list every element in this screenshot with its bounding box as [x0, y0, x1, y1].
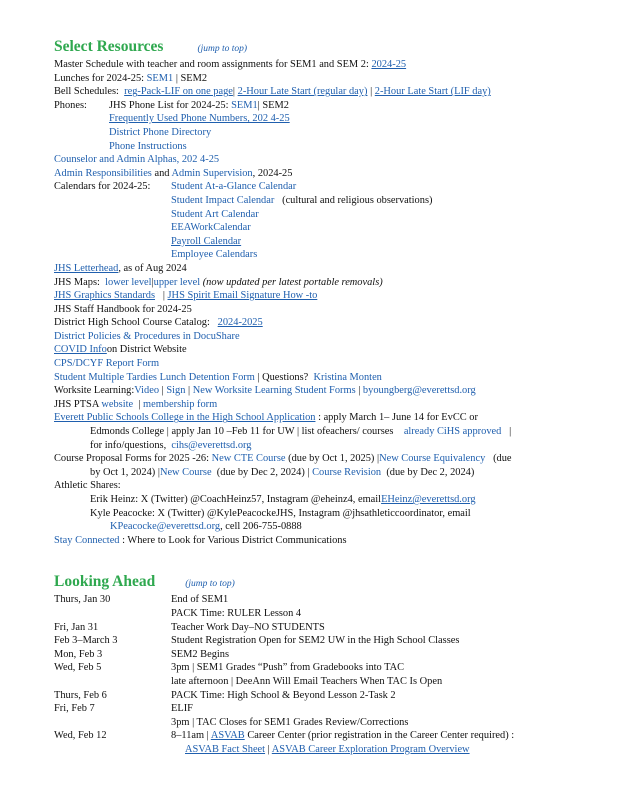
list-item — [54, 621, 594, 635]
edmonds-line — [54, 425, 594, 439]
district-policies-link[interactable]: District Policies & Procedures in DocuShare — [54, 330, 240, 342]
phones-jhs-text: JHS Phone List for 2024-25: — [109, 99, 229, 111]
list-item — [54, 729, 594, 743]
separator: | — [257, 99, 260, 111]
student-art-calendar-link[interactable]: Student Art Calendar — [171, 208, 259, 220]
event-date: Thurs, Jan 30 — [54, 594, 111, 606]
section-gap — [54, 547, 594, 573]
graphics-standards-link[interactable]: JHS Graphics Standards — [54, 290, 156, 302]
eea-work-calendar-link[interactable]: EEAWorkCalendar — [171, 222, 251, 234]
lunches-line — [54, 72, 594, 86]
separator: | — [267, 743, 270, 755]
counselor-line — [54, 153, 594, 167]
master-schedule-link[interactable]: 2024-25 — [371, 59, 407, 70]
event-date: Mon, Feb 3 — [54, 648, 103, 660]
event-text: PACK Time: High School & Beyond Lesson 2-Task 2 — [171, 689, 396, 701]
phones-frequent-line — [54, 112, 594, 126]
cihs-info-line — [54, 439, 594, 453]
eea-calendar-line — [54, 221, 594, 235]
everett-cihs-line — [54, 411, 594, 425]
payroll-calendar-line — [54, 235, 594, 249]
new-course-due-text: (due by Dec 2, 2024) — [216, 466, 305, 478]
separator: | — [509, 426, 512, 438]
event-text: Teacher Work Day–NO STUDENTS — [171, 621, 325, 633]
event-text: late afternoon | DeeAnn Will Email Teachers When TAC Is Open — [171, 675, 443, 687]
lunches-label: Lunches for 2024-25: — [54, 72, 145, 84]
event-date — [54, 716, 171, 730]
separator: | — [188, 385, 191, 397]
bell-link-late-start-regular[interactable]: 2-Hour Late Start (regular day) — [237, 86, 368, 98]
athletic-shares-line: Athletic Shares: — [54, 480, 121, 492]
kyle-peacocke-text: Kyle Peacocke: X (Twitter) @KylePeacockeJHS, Instagram @jhsathleticcoordinator, email — [90, 507, 471, 519]
separator: | — [358, 385, 361, 397]
new-course-link[interactable]: New Course — [159, 466, 212, 478]
cihs-email-link[interactable]: cihs@everettsd.org — [171, 439, 252, 451]
kyle-email-link[interactable]: KPeacocke@everettsd.org — [110, 521, 221, 533]
lunches-sem2-text: SEM2 — [180, 72, 208, 84]
ptsa-membership-link[interactable]: membership form — [143, 398, 218, 410]
calendars-line — [54, 180, 594, 194]
separator: | — [307, 466, 310, 478]
list-item — [54, 689, 594, 703]
new-course-equivalency-link[interactable]: New Course Equivalency — [379, 453, 486, 465]
ptsa-line — [54, 398, 594, 412]
employee-calendars-line — [54, 248, 594, 262]
bell-schedules-line — [54, 85, 594, 99]
jump-to-top-link[interactable]: (jump to top) — [197, 44, 248, 54]
worksite-line — [54, 384, 594, 398]
event-date-empty — [54, 743, 171, 757]
admin-line — [54, 167, 594, 181]
due-text: (due — [493, 453, 512, 465]
frequent-phone-numbers-link[interactable]: Frequently Used Phone Numbers, 202 4-25 — [109, 113, 290, 125]
new-cte-due-text: (due by Oct 1, 2025) — [288, 453, 375, 465]
course-proposal-line — [54, 452, 594, 466]
event-date: Feb 3–March 3 — [54, 635, 118, 647]
list-item — [54, 607, 594, 621]
proposal-label: Course Proposal Forms for 2025 -26: — [54, 453, 209, 465]
event-date: Wed, Feb 5 — [54, 662, 102, 674]
jump-to-top-link[interactable]: (jump to top) — [185, 579, 235, 590]
separator: | — [161, 385, 164, 397]
asvab-link[interactable]: ASVAB — [210, 730, 245, 742]
erik-email-link[interactable]: EHeinz@everettsd.org — [381, 494, 476, 505]
separator: | — [138, 398, 141, 410]
course-catalog-link[interactable]: 2024-2025 — [217, 317, 263, 329]
student-impact-calendar-link[interactable]: Student Impact Calendar — [171, 194, 275, 206]
separator: | — [370, 86, 373, 98]
phones-sem2-text: SEM2 — [262, 99, 289, 111]
letterhead-line — [54, 262, 594, 276]
kyle-contact-line — [54, 520, 594, 534]
erik-heinz-line — [54, 493, 594, 507]
maps-upper-level-link[interactable]: upper level — [153, 276, 201, 288]
stay-connected-line — [54, 534, 594, 548]
college-in-high-school-link[interactable]: Everett Public Schools College in the High School Application — [54, 412, 316, 424]
event-date: Wed, Feb 12 — [54, 730, 107, 742]
impact-calendar-line — [54, 194, 594, 208]
impact-calendar-note: (cultural and religious observations) — [282, 194, 433, 206]
course-revision-link[interactable]: Course Revision — [312, 466, 382, 478]
phones-directory-line — [54, 126, 594, 140]
worksite-video-link[interactable]: Video — [134, 385, 160, 397]
worksite-sign-link[interactable]: Sign — [166, 385, 186, 397]
kristina-monten-link[interactable]: Kristina Monten — [313, 371, 382, 383]
event-date: Thurs, Feb 6 — [54, 689, 107, 701]
edmonds-text: Edmonds College | apply Jan 10 –Feb 11 for UW | list ofeachers/ courses — [90, 426, 394, 438]
jhs-letterhead-link[interactable]: JHS Letterhead — [54, 262, 119, 274]
looking-ahead-header — [54, 573, 594, 591]
phones-instructions-line — [54, 140, 594, 154]
ptsa-website-link[interactable]: website — [101, 398, 134, 410]
list-item — [54, 716, 594, 730]
catalog-line — [54, 316, 594, 330]
section-title-looking-ahead: Looking Ahead — [54, 573, 156, 591]
equiv-due-text: by Oct 1, 2024) — [90, 466, 156, 478]
bell-link-late-start-lif[interactable]: 2-Hour Late Start (LIF day) — [374, 86, 491, 98]
event-text: ELIF — [171, 703, 193, 715]
course-revision-due-text: (due by Dec 2, 2024) — [386, 466, 475, 478]
event-text: End of SEM1 — [171, 594, 229, 606]
list-item — [54, 661, 594, 675]
asvab-career-center-text: Career Center (prior registration in the Career Center required) : — [247, 730, 515, 742]
erik-heinz-text: Erik Heinz: X (Twitter) @CoachHeinz57, Instagram @eheinz4, email — [90, 494, 382, 505]
stay-connected-text: : Where to Look for Various District Communications — [122, 534, 347, 546]
list-item — [54, 593, 594, 607]
student-at-a-glance-calendar-link[interactable]: Student At-a-Glance Calendar — [171, 181, 297, 193]
event-text — [171, 729, 594, 743]
event-text: 3pm | TAC Closes for SEM1 Grades Review/Corrections — [171, 716, 409, 728]
event-date: Fri, Feb 7 — [54, 703, 95, 715]
event-text: 3pm | SEM1 Grades “Push” from Gradebooks into TAC — [171, 662, 405, 674]
phones-label: Phones: — [54, 99, 87, 111]
phones-sem1-link[interactable]: SEM1 — [231, 99, 258, 111]
looking-ahead-list — [54, 593, 594, 756]
section-title-select-resources: Select Resources — [54, 38, 164, 55]
worksite-label: Worksite Learning: — [54, 385, 135, 397]
event-date — [54, 607, 171, 621]
phones-line — [54, 99, 594, 113]
separator: | — [377, 453, 380, 465]
policies-line — [54, 330, 594, 344]
separator: | — [175, 72, 178, 84]
event-text: SEM2 Begins — [171, 648, 230, 660]
separator: | — [151, 276, 154, 288]
district-phone-directory-link[interactable]: District Phone Directory — [109, 126, 212, 138]
worksite-email-link[interactable]: byoungberg@everettsd.org — [362, 385, 476, 397]
kyle-peacocke-line — [54, 507, 594, 521]
tardies-form-link[interactable]: Student Multiple Tardies Lunch Detention Form — [54, 371, 255, 383]
covid-rest-text: on District Website — [106, 344, 187, 356]
calendars-label: Calendars for 2024-25: — [54, 181, 151, 193]
graphics-line — [54, 289, 594, 303]
worksite-forms-link[interactable]: New Worksite Learning Student Forms — [192, 385, 356, 397]
asvab-time-text: 8–11am | — [171, 730, 209, 742]
counselor-admin-alphas-link[interactable]: Counselor and Admin Alphas, 202 4-25 — [54, 154, 220, 166]
questions-text: | Questions? — [257, 371, 309, 383]
asvab-overview-link[interactable]: ASVAB Career Exploration Program Overview — [271, 743, 470, 755]
event-date — [54, 675, 171, 689]
letterhead-note: , as of Aug 2024 — [118, 262, 187, 274]
maps-label: JHS Maps: — [54, 276, 100, 288]
list-item — [54, 743, 594, 757]
list-item — [54, 648, 594, 662]
employee-calendars-link[interactable]: Employee Calendars — [171, 249, 258, 261]
select-resources-header — [54, 38, 594, 56]
course-proposal-line-2 — [54, 466, 594, 480]
event-date: Fri, Jan 31 — [54, 621, 99, 633]
admin-responsibilities-link[interactable]: Admin Responsibilities — [54, 167, 152, 179]
spirit-email-signature-link[interactable]: JHS Spirit Email Signature How -to — [167, 290, 318, 302]
maps-note: (now updated per latest portable removals) — [202, 276, 383, 288]
covid-info-link[interactable]: COVID Info — [54, 344, 107, 356]
bell-link-reg-pack-lif[interactable]: reg-Pack-LIF on one page — [124, 86, 233, 98]
for-info-text: for info/questions, — [90, 439, 167, 451]
cps-line — [54, 357, 594, 371]
cps-dcyf-report-form-link[interactable]: CPS/DCYF Report Form — [54, 358, 160, 370]
list-item — [54, 702, 594, 716]
and-text: and — [154, 167, 170, 179]
event-text: Student Registration Open for SEM2 UW in the High School Classes — [171, 635, 460, 647]
admin-year-text: , 2024-25 — [252, 167, 293, 179]
stay-connected-link[interactable]: Stay Connected — [54, 534, 120, 546]
handbook-line: JHS Staff Handbook for 2024-25 — [54, 303, 192, 315]
covid-line — [54, 343, 594, 357]
kyle-cell-text: , cell 206-755-0888 — [220, 521, 302, 533]
maps-line — [54, 276, 594, 290]
master-schedule-line — [54, 58, 594, 72]
lunches-sem1-link[interactable]: SEM1 — [146, 72, 174, 84]
new-cte-course-link[interactable]: New CTE Course — [211, 453, 286, 465]
maps-lower-level-link[interactable]: lower level — [105, 276, 152, 288]
separator: | — [162, 290, 165, 302]
document-page — [54, 38, 594, 757]
master-schedule-text: Master Schedule with teacher and room assignments for SEM1 and SEM 2: — [54, 59, 369, 70]
list-item — [54, 634, 594, 648]
separator: | — [157, 466, 160, 478]
phone-instructions-link[interactable]: Phone Instructions — [109, 140, 187, 152]
event-text: PACK Time: RULER Lesson 4 — [171, 607, 302, 619]
list-item — [54, 675, 594, 689]
event-text — [171, 743, 594, 757]
bell-label: Bell Schedules: — [54, 86, 119, 98]
admin-supervision-link[interactable]: Admin Supervision — [171, 167, 253, 179]
cihs-approved-link[interactable]: already CiHS approved — [403, 426, 502, 438]
asvab-fact-sheet-link[interactable]: ASVAB Fact Sheet — [185, 743, 266, 755]
ptsa-label: JHS PTSA — [54, 398, 99, 410]
payroll-calendar-link[interactable]: Payroll Calendar — [171, 235, 242, 247]
everett-rest-text: : apply March 1– June 14 for EvCC or — [318, 412, 478, 424]
separator: | — [232, 86, 236, 98]
catalog-label: District High School Course Catalog: — [54, 317, 210, 329]
tardies-line — [54, 371, 594, 385]
art-calendar-line — [54, 208, 594, 222]
